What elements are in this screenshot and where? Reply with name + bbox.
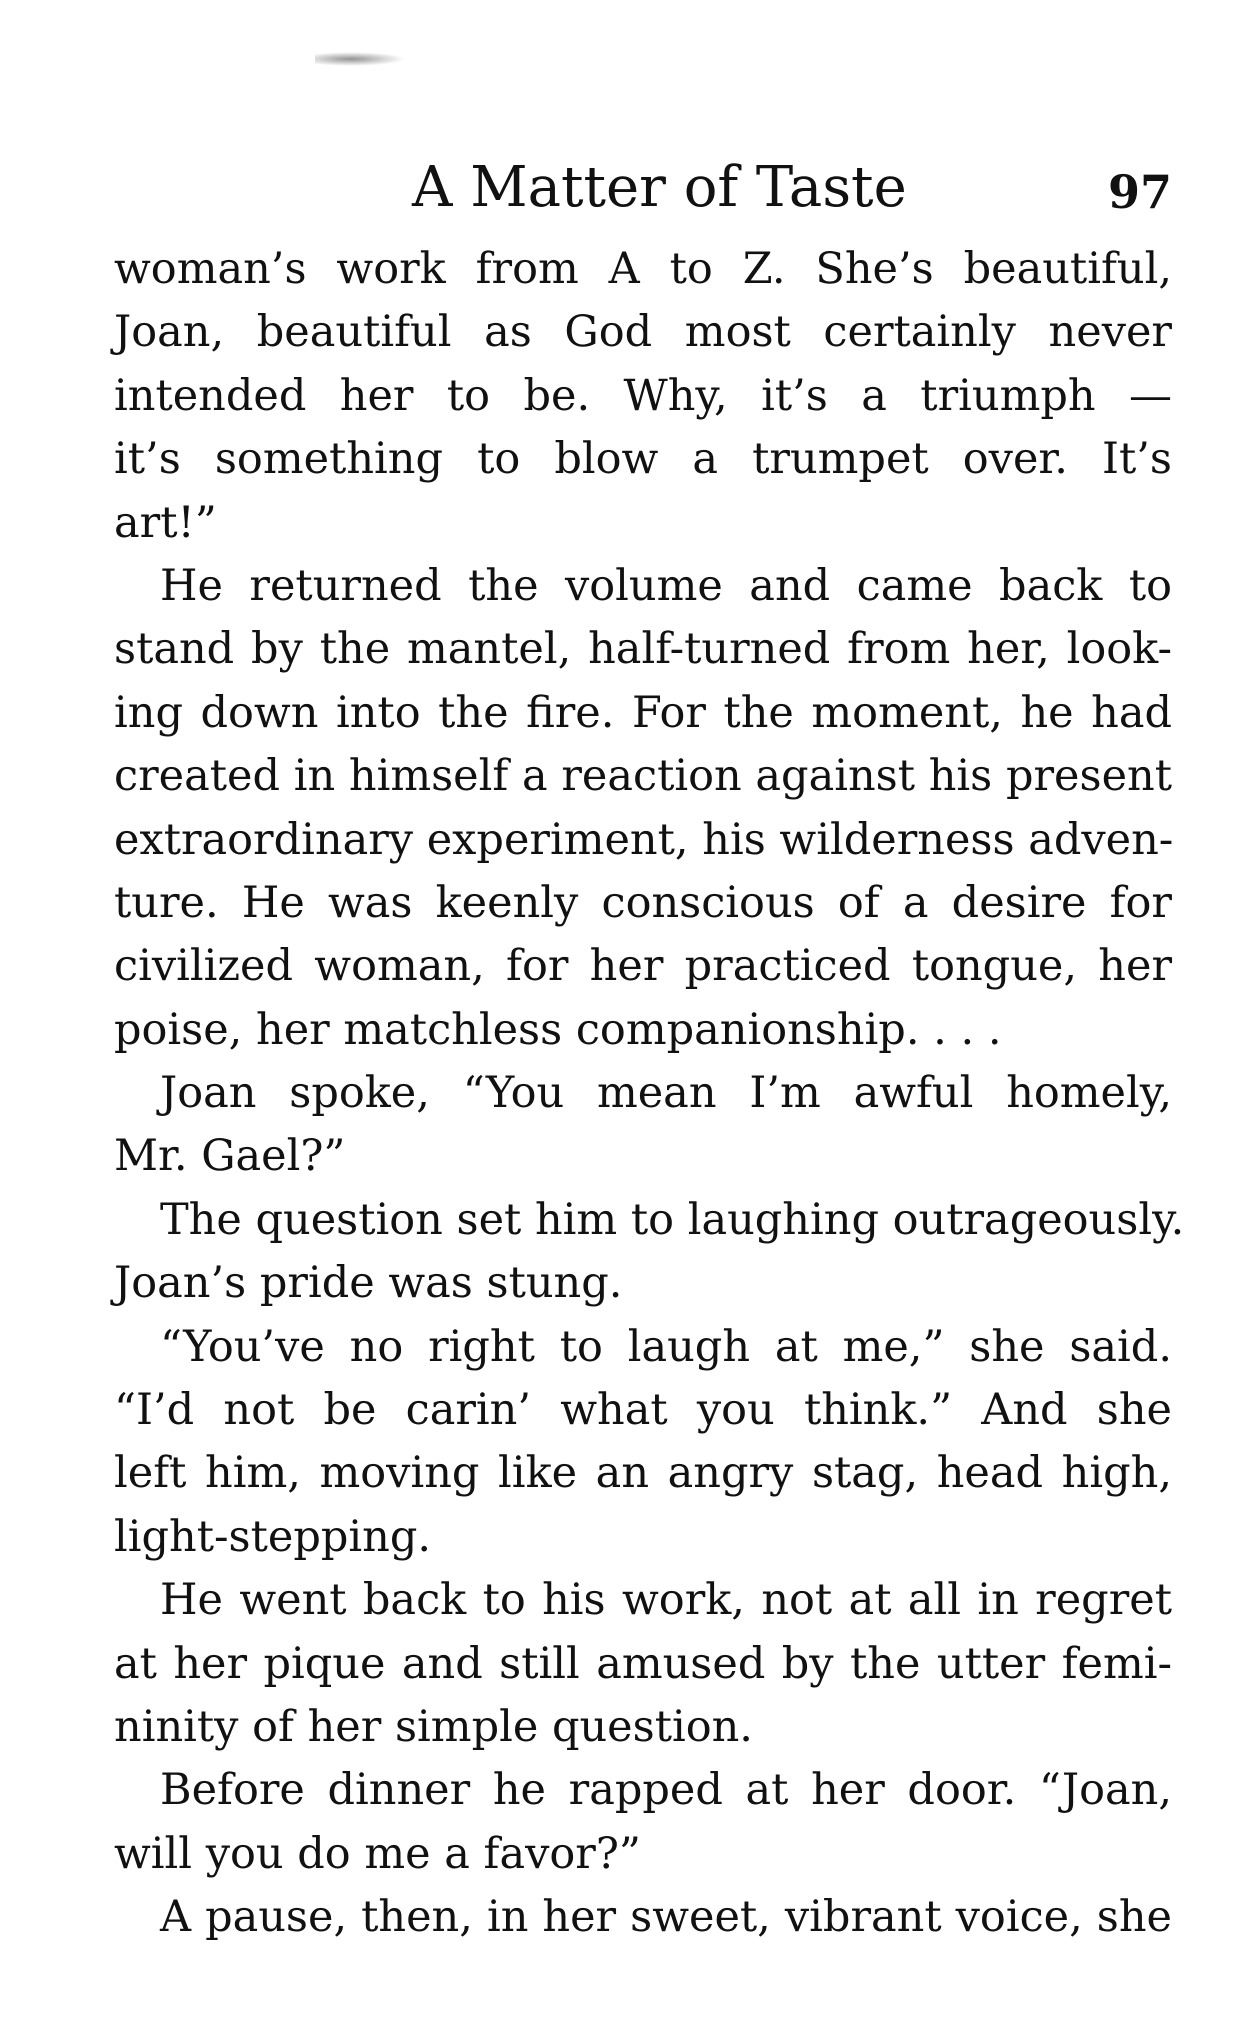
text-line: Joan’s pride was stung.	[114, 1258, 623, 1309]
ink-smudge	[315, 52, 405, 66]
text-line: Before dinner he rapped at her door. “Joan,	[160, 1765, 1172, 1816]
text-line: will you do me a favor?”	[114, 1828, 641, 1879]
text-line: The question set him to laughing outrageously.	[160, 1194, 1185, 1245]
text-line: ninity of her simple question.	[114, 1701, 753, 1752]
text-line: ing down into the fire. For the moment, he had	[114, 687, 1172, 738]
text-line: A pause, then, in her sweet, vibrant voice, she	[160, 1892, 1172, 1943]
running-head: A Matter of Taste	[412, 155, 907, 220]
text-line: intended her to be. Why, it’s a triumph —	[114, 370, 1172, 421]
text-line: poise, her matchless companionship. . . .	[114, 1004, 1002, 1055]
text-line: at her pique and still amused by the utter femi-	[114, 1638, 1172, 1689]
text-line: “You’ve no right to laugh at me,” she said.	[160, 1321, 1172, 1372]
body-text	[114, 238, 1185, 1950]
text-line: created in himself a reaction against his present	[114, 751, 1172, 802]
page-number: 97	[1107, 165, 1172, 219]
text-line: Joan spoke, “You mean I’m awful homely,	[160, 1068, 1172, 1119]
text-line: light-stepping.	[114, 1511, 432, 1562]
text-line: He went back to his work, not at all in regret	[160, 1575, 1172, 1626]
text-line: stand by the mantel, half-turned from her, look-	[114, 624, 1172, 675]
text-line: He returned the volume and came back to	[160, 560, 1172, 611]
text-line: extraordinary experiment, his wilderness adven-	[114, 814, 1174, 865]
text-line: art!”	[114, 497, 217, 548]
text-line: left him, moving like an angry stag, head high,	[114, 1448, 1172, 1499]
text-line: it’s something to blow a trumpet over. It’s	[114, 434, 1172, 485]
text-line: ture. He was keenly conscious of a desire for	[114, 877, 1172, 928]
text-line: civilized woman, for her practiced tongue, her	[114, 941, 1172, 992]
page-header	[112, 148, 1172, 228]
text-line: woman’s work from A to Z. She’s beautiful,	[114, 244, 1172, 294]
text-line: Mr. Gael?”	[114, 1131, 346, 1182]
text-line: “I’d not be carin’ what you think.” And she	[114, 1385, 1172, 1436]
text-line: Joan, beautiful as God most certainly never	[114, 307, 1172, 358]
